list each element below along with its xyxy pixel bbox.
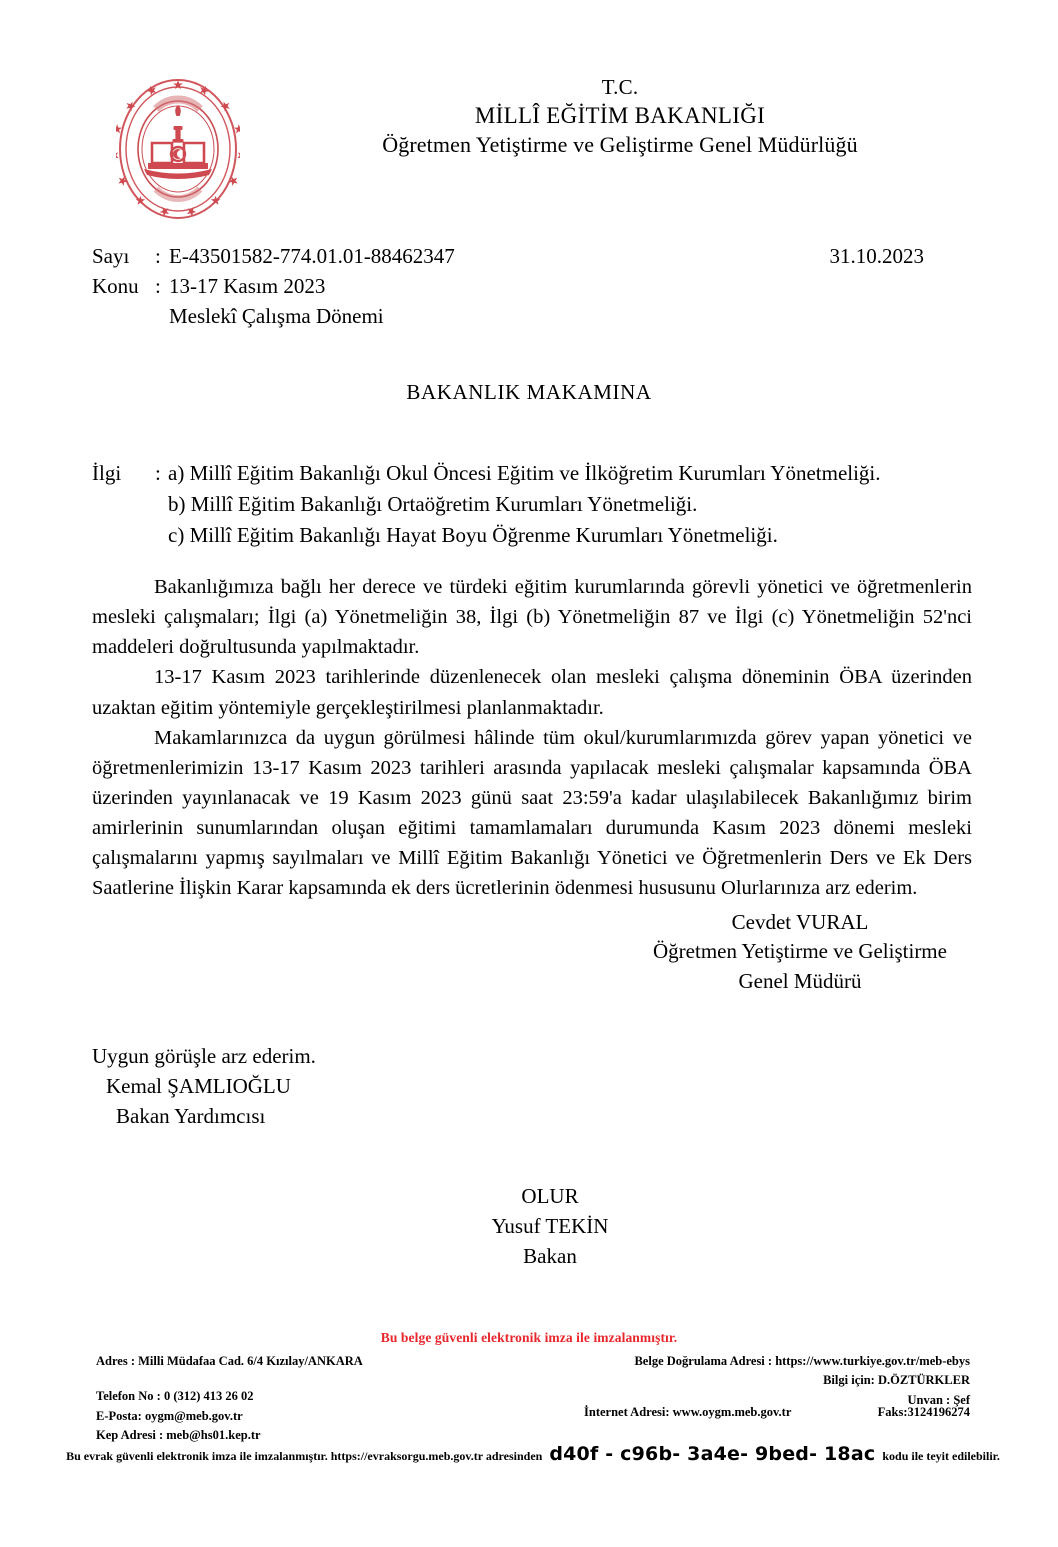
deputy-name: Kemal ŞAMLIOĞLU <box>106 1073 291 1098</box>
document-body <box>92 572 972 903</box>
sayi-colon: : <box>155 244 161 268</box>
footer-phone: Telefon No : 0 (312) 413 26 02 <box>96 1389 254 1404</box>
meb-seal-emblem <box>116 76 240 222</box>
meta-row-sayi <box>92 242 972 272</box>
footer-verification-address: Belge Doğrulama Adresi : https://www.turkiye.gov.tr/meb-ebys <box>634 1354 970 1368</box>
deputy-approval-text: Uygun görüşle arz ederim. <box>92 1044 316 1068</box>
ilgi-label: İlgi <box>92 461 122 485</box>
footer-email: E-Posta: oygm@meb.gov.tr <box>96 1408 243 1423</box>
footer-fax: Faks:3124196274 <box>877 1405 970 1419</box>
body-paragraph-2: 13-17 Kasım 2023 tarihlerinde düzenlenecek olan mesleki çalışma döneminin ÖBA üzerinden uzaktan eğitim yöntemiyle gerçekleştirilmesi planlanmaktadır. <box>92 666 972 719</box>
document-meta <box>92 242 972 332</box>
minister-title: Bakan <box>523 1243 577 1268</box>
signature-deputy-minister <box>92 1042 316 1131</box>
konu-colon: : <box>155 274 161 298</box>
gm-title-1: Öğretmen Yetiştirme ve Geliştirme <box>653 939 947 964</box>
footer-info-contact: Bilgi için: D.ÖZTÜRKLER <box>823 1373 970 1388</box>
konu-value: 13-17 Kasım 2023 <box>169 274 326 298</box>
konu-value-secondary: Meslekî Çalışma Dönemi <box>169 304 384 328</box>
ilgi-row-a <box>92 458 992 489</box>
ministry-titles <box>255 74 985 160</box>
esignature-notice: Bu belge güvenli elektronik imza ile imzalanmıştır. <box>380 1330 678 1345</box>
verify-suffix-text: kodu ile teyit edilebilir. <box>882 1449 1000 1463</box>
header-line-directorate: Öğretmen Yetiştirme ve Geliştirme Genel Müdürlüğü <box>382 132 858 158</box>
footer-internet-address: İnternet Adresi: www.oygm.meb.gov.tr <box>584 1405 792 1419</box>
gm-name: Cevdet VURAL <box>731 910 869 934</box>
document-header <box>0 66 1058 226</box>
signature-general-director <box>600 908 1000 996</box>
body-paragraph-1: Bakanlığımıza bağlı her derece ve türdeki eğitim kurumlarında görevli yönetici ve öğretmenlerin mesleki çalışmaları; İlgi (a) Yönetmeliğin 38, İlgi (b) Yönetmeliğin 87 ve İlgi (c) Yönetmeliğin 52'nci maddeleri doğrultusunda yapılmaktadır. <box>92 576 972 659</box>
ilgi-row-c <box>92 520 992 551</box>
document-date: 31.10.2023 <box>829 244 924 268</box>
ilgi-item-b: b) Millî Eğitim Bakanlığı Ortaöğretim Kurumları Yönetmeliği. <box>168 492 698 516</box>
footer-address: Adres : Milli Müdafaa Cad. 6/4 Kızılay/ANKARA <box>96 1354 363 1368</box>
olur-label: OLUR <box>521 1184 579 1208</box>
signature-minister <box>340 1182 760 1271</box>
konu-label: Konu <box>92 274 139 298</box>
ilgi-item-c: c) Millî Eğitim Bakanlığı Hayat Boyu Öğrenme Kurumları Yönetmeliği. <box>168 523 778 547</box>
document-verification-line <box>66 1443 1000 1465</box>
addressee-heading: BAKANLIK MAKAMINA <box>406 380 652 404</box>
footer-info-title: Unvan : Şef <box>907 1392 970 1407</box>
footer-contact-right <box>550 1352 970 1410</box>
verify-code: d40f - c96b- 3a4e- 9bed- 18ac <box>549 1443 876 1465</box>
gm-title-2: Genel Müdürü <box>738 968 862 993</box>
sayi-label: Sayı <box>92 244 130 268</box>
ilgi-row-b <box>92 489 992 520</box>
meta-row-konu-cont <box>92 302 972 332</box>
meta-row-konu <box>92 272 972 302</box>
deputy-title: Bakan Yardımcısı <box>116 1103 266 1128</box>
verify-prefix-text: Bu evrak güvenli elektronik imza ile imzalanmıştır. https://evraksorgu.meb.gov.tr adresinden <box>66 1449 543 1463</box>
ilgi-item-a: a) Millî Eğitim Bakanlığı Okul Öncesi Eğitim ve İlköğretim Kurumları Yönetmeliği. <box>168 461 881 485</box>
footer-contact-left <box>96 1352 363 1446</box>
footer-kep: Kep Adresi : meb@hs01.kep.tr <box>96 1428 261 1443</box>
body-paragraph-3: Makamlarınızca da uygun görülmesi hâlinde tüm okul/kurumlarımızda görev yapan yönetici ve öğretmenlerimizin 13-17 Kasım 2023 tarihleri arasında yapılacak mesleki çalışmalar kapsamında ÖBA üzerinden yayınlanacak ve 19 Kasım 2023 günü saat 23:59'a kadar ulaşılabilecek Bakanlığımız birim amirlerinin sunumlarından oluşan eğitimi tamamlamaları durumunda Kasım 2023 dönemi mesleki çalışmalarını yapmış sayılmaları ve Millî Eğitim Bakanlığı Yönetici ve Öğretmenlerin Ders ve Ek Ders Saatlerine İlişkin Karar kapsamında ek ders ücretlerinin ödenmesi hususunu Olurlarınıza arz ederim. <box>92 726 972 900</box>
ilgi-references <box>92 458 992 551</box>
minister-name: Yusuf TEKİN <box>491 1213 609 1238</box>
header-line-tc: T.C. <box>601 75 639 99</box>
ilgi-colon: : <box>155 461 161 485</box>
sayi-value: E-43501582-774.01.01-88462347 <box>169 244 455 268</box>
header-line-ministry: MİLLÎ EĞİTİM BAKANLIĞI <box>474 103 766 129</box>
footer-spacer <box>96 1371 363 1387</box>
